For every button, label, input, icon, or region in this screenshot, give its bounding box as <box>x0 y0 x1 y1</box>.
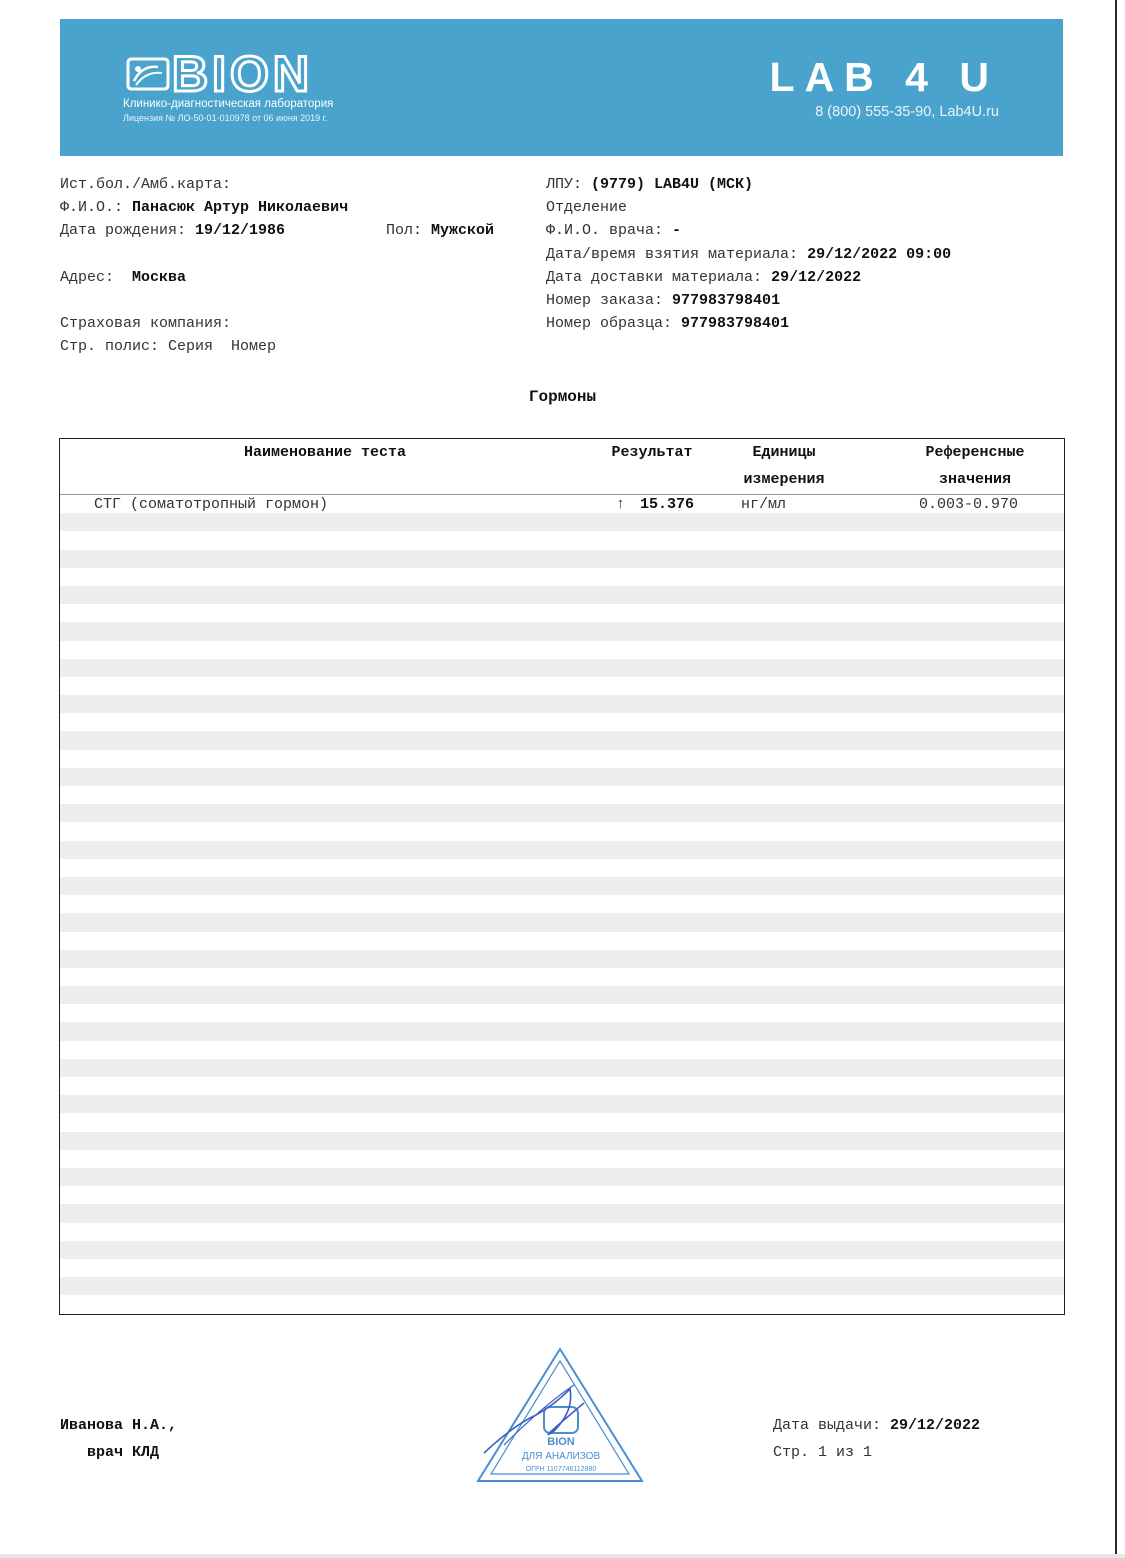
table-stripe <box>60 913 1064 931</box>
header-ref-1: Референсные <box>925 444 1025 461</box>
table-stripe <box>60 586 1064 604</box>
table-stripe <box>60 1259 1064 1277</box>
table-stripe <box>60 859 1064 877</box>
table-stripe <box>60 568 1064 586</box>
sampling-value: 29/12/2022 09:00 <box>807 246 952 263</box>
table-stripe <box>60 1059 1064 1077</box>
page-info: Стр. 1 из 1 <box>773 1444 873 1461</box>
table-stripe <box>60 950 1064 968</box>
page-right-border <box>1115 0 1117 1558</box>
table-stripe <box>60 641 1064 659</box>
lab4u-brand: LAB 4 U <box>769 54 999 100</box>
sample-number: 977983798401 <box>681 315 790 332</box>
header-ref-2: значения <box>938 471 1011 488</box>
delivery-value: 29/12/2022 <box>771 269 862 286</box>
table-stripe <box>60 677 1064 695</box>
table-stripe <box>60 986 1064 1004</box>
table-stripe <box>60 513 1064 531</box>
section-title: Гормоны <box>528 388 597 406</box>
issue-date-line: Дата выдачи: 29/12/2022 <box>773 1417 981 1434</box>
table-stripe <box>60 550 1064 568</box>
table-stripe <box>60 1150 1064 1168</box>
table-stripe <box>60 531 1064 549</box>
table-stripe <box>60 604 1064 622</box>
patient-dob-line: Дата рождения: 19/12/1986 <box>60 222 286 239</box>
header-test: Наименование теста <box>243 444 407 461</box>
table-stripe <box>60 1241 1064 1259</box>
lpu-value: (9779) LAB4U (МСК) <box>591 176 754 193</box>
insurance-label: Страховая компания: <box>60 315 232 332</box>
row-test-name: СТГ (соматотропный гормон) <box>94 496 329 513</box>
table-stripe <box>60 1204 1064 1222</box>
signing-doctor-title: врач КЛД <box>87 1444 160 1461</box>
table-stripe <box>60 877 1064 895</box>
table-stripe <box>60 713 1064 731</box>
order-number-line: Номер заказа: 977983798401 <box>546 292 781 309</box>
table-stripe <box>60 622 1064 640</box>
table-stripe <box>60 750 1064 768</box>
table-stripe <box>60 1277 1064 1295</box>
svg-text:ОГРН 1107746112880: ОГРН 1107746112880 <box>525 1466 597 1473</box>
sample-number-line: Номер образца: 977983798401 <box>546 315 790 332</box>
table-stripe <box>60 1223 1064 1241</box>
page-bottom-border <box>0 1554 1125 1558</box>
table-stripe <box>60 1132 1064 1150</box>
patient-sex-line: Пол: Мужской <box>386 222 495 239</box>
table-stripe <box>60 841 1064 859</box>
delivery-line: Дата доставки материала: 29/12/2022 <box>546 269 862 286</box>
bion-subtitle: Клинико-диагностическая лаборатория <box>123 98 334 110</box>
doctor-value: - <box>672 222 682 239</box>
table-rows-background <box>60 495 1064 1313</box>
row-reference: 0.003-0.970 <box>919 496 1019 513</box>
header-units-1: Единицы <box>752 444 816 461</box>
bion-license: Лицензия № ЛО-50-01-010978 от 06 июня 2019 г. <box>123 113 328 123</box>
patient-address-line: Адрес: Москва <box>60 269 187 286</box>
lpu-line: ЛПУ: (9779) LAB4U (МСК) <box>546 176 754 193</box>
svg-text:BION: BION <box>547 1436 575 1448</box>
table-stripe <box>60 768 1064 786</box>
table-stripe <box>60 731 1064 749</box>
table-stripe <box>60 1168 1064 1186</box>
lab4u-contact: 8 (800) 555-35-90, Lab4U.ru <box>815 104 999 120</box>
table-stripe <box>60 932 1064 950</box>
table-stripe <box>60 1186 1064 1204</box>
sampling-line: Дата/время взятия материала: 29/12/2022 09:00 <box>546 246 952 263</box>
header-banner <box>60 19 1063 156</box>
order-number: 977983798401 <box>672 292 781 309</box>
header-units-2: измерения <box>743 471 825 488</box>
table-stripe <box>60 1295 1064 1313</box>
doctor-line: Ф.И.О. врача: - <box>546 222 682 239</box>
table-stripe <box>60 1004 1064 1022</box>
lab-stamp <box>474 1345 646 1487</box>
row-units: нг/мл <box>741 496 787 513</box>
table-row <box>60 495 1064 515</box>
policy-label: Стр. полис: Серия Номер <box>60 338 277 355</box>
table-header <box>60 439 1064 495</box>
table-stripe <box>60 659 1064 677</box>
bion-logo-icon <box>124 57 170 91</box>
patient-name-line: Ф.И.О.: Панасюк Артур Николаевич <box>60 199 349 216</box>
results-table <box>59 438 1065 1315</box>
table-stripe <box>60 1022 1064 1040</box>
table-stripe <box>60 1095 1064 1113</box>
header-result: Результат <box>611 444 693 461</box>
issue-date: 29/12/2022 <box>890 1417 981 1434</box>
patient-dob: 19/12/1986 <box>195 222 286 239</box>
bion-brand: BION <box>172 46 313 102</box>
signing-doctor: Иванова Н.А., <box>60 1417 178 1434</box>
table-stripe <box>60 1077 1064 1095</box>
table-stripe <box>60 1113 1064 1131</box>
table-stripe <box>60 804 1064 822</box>
card-label: Ист.бол./Амб.карта: <box>60 176 232 193</box>
table-stripe <box>60 895 1064 913</box>
patient-address: Москва <box>132 269 187 286</box>
department-label: Отделение <box>546 199 628 216</box>
patient-name: Панасюк Артур Николаевич <box>132 199 349 216</box>
table-stripe <box>60 1041 1064 1059</box>
svg-text:ДЛЯ АНАЛИЗОВ: ДЛЯ АНАЛИЗОВ <box>521 1451 601 1462</box>
table-stripe <box>60 786 1064 804</box>
patient-sex: Мужской <box>431 222 495 239</box>
row-result: 15.376 <box>640 496 695 513</box>
table-stripe <box>60 695 1064 713</box>
table-stripe <box>60 822 1064 840</box>
high-flag-icon: ↑ <box>616 496 626 513</box>
table-stripe <box>60 968 1064 986</box>
